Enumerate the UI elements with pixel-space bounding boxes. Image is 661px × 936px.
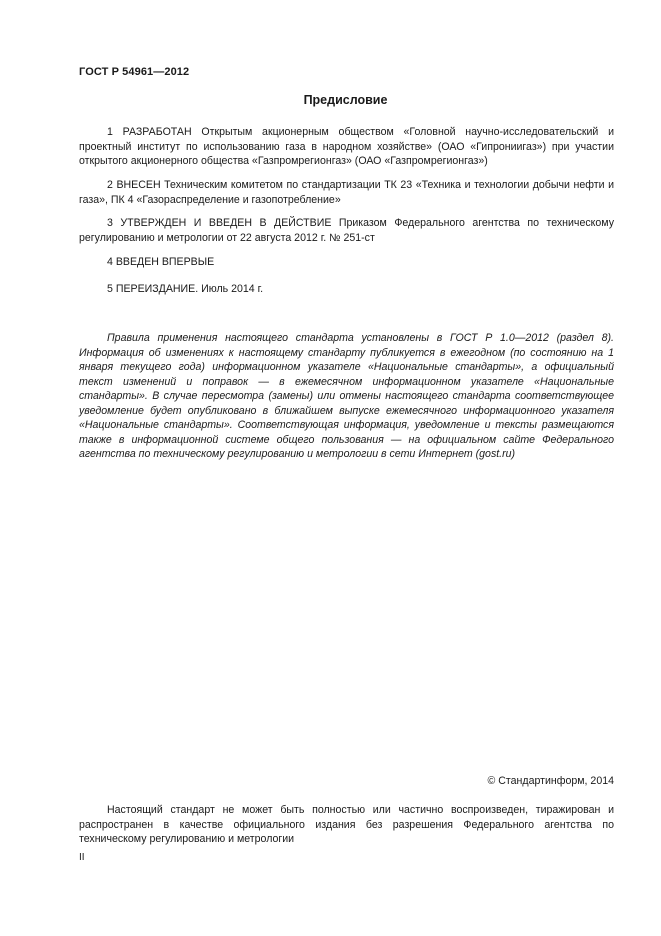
- foreword-item-1: 1 РАЗРАБОТАН Открытым акционерным обществом «Головной научно-исследовательский и проектный институт по использованию газа в народном хозяйстве» (ОАО «Гипрониигаз») при участии открытого акционерного общества «Газпромрегионгаз» (ОАО «Газпромрегионгаз»): [79, 126, 614, 167]
- page-title: Предисловие: [303, 93, 388, 107]
- rules-note: Правила применения настоящего стандарта установлены в ГОСТ Р 1.0—2012 (раздел 8). Информация об изменениях к настоящему стандарту публикуется в ежегодном (по состоянию на 1 января текущего года) информационном указателе «Национальные стандарты», а официальный текст изменений и поправок — в ежемесячном информационном указателе «Национальные стандарты». В случае пересмотра (замены) или отмены настоящего стандарта соответствующее уведомление будет опубликовано в ближайшем выпуске ежемесячного информационного указателя «Национальные стандарты». Соответствующая информация, уведомление и тексты размещаются также в информационной системе общего пользования — на официальном сайте Федерального агентства по техническому регулированию и метрологии в сети Интернет (gost.ru): [79, 332, 614, 460]
- page-number: II: [79, 852, 85, 863]
- foreword-item-2: 2 ВНЕСЕН Техническим комитетом по стандартизации ТК 23 «Техника и технологии добычи нефти и газа», ПК 4 «Газораспределение и газопотребление»: [79, 179, 614, 206]
- foreword-item-5: 5 ПЕРЕИЗДАНИЕ. Июль 2014 г.: [107, 283, 264, 295]
- document-header-id: ГОСТ Р 54961—2012: [79, 66, 190, 78]
- foreword-item-3: 3 УТВЕРЖДЕН И ВВЕДЕН В ДЕЙСТВИЕ Приказом Федерального агентства по техническому регулированию и метрологии от 22 августа 2012 г. № 251-ст: [79, 217, 614, 244]
- foreword-item-4: 4 ВВЕДЕН ВПЕРВЫЕ: [107, 256, 215, 268]
- reproduction-notice: Настоящий стандарт не может быть полностью или частично воспроизведен, тиражирован и распространен в качестве официального издания без разрешения Федерального агентства по техническому регулированию и метрологии: [79, 804, 614, 845]
- copyright-line: © Стандартинформ, 2014: [487, 775, 614, 787]
